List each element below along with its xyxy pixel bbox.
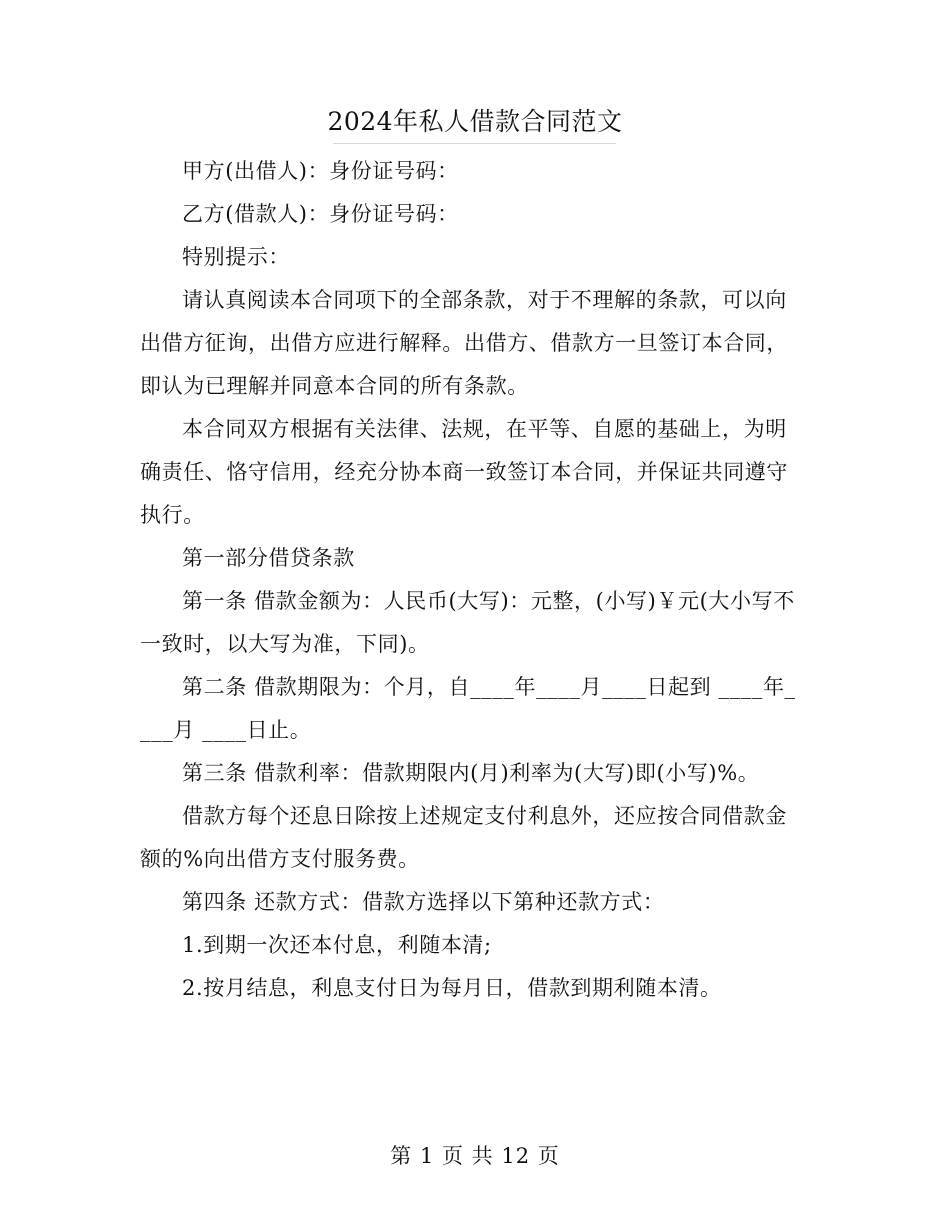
- section-heading: 第一部分借贷条款: [182, 546, 355, 570]
- article-2: 第二条 借款期限为：个月，自____年____月____日起到 ____年____月 ____日止。: [140, 675, 796, 742]
- page-footer: 第 1 页 共 12 页: [390, 1144, 560, 1168]
- party-b-line: 乙方(借款人)：身份证号码：: [182, 202, 459, 226]
- article-3: 第三条 借款利率：借款期限内(月)利率为(大写)即(小写)%。: [182, 761, 760, 785]
- title-underline: [333, 143, 616, 144]
- service-fee-paragraph: 借款方每个还息日除按上述规定支付利息外，还应按合同借款金额的%向出借方支付服务费。: [140, 804, 787, 871]
- agreement-paragraph: 本合同双方根据有关法律、法规，在平等、自愿的基础上，为明确责任、恪守信用，经充分协本商一致签订本合同，并保证共同遵守执行。: [140, 417, 788, 527]
- article-4: 第四条 还款方式：借款方选择以下第种还款方式：: [182, 890, 665, 914]
- repayment-option-2: 2.按月结息，利息支付日为每月日，借款到期利随本清。: [182, 976, 722, 1000]
- repayment-option-1: 1.到期一次还本付息，利随本清;: [182, 933, 492, 957]
- party-a-line: 甲方(出借人)：身份证号码：: [182, 159, 459, 183]
- document-body: [140, 150, 800, 1010]
- notice-paragraph: 请认真阅读本合同项下的全部条款，对于不理解的条款，可以向出借方征询，出借方应进行解释。出借方、借款方一旦签订本合同，即认为已理解并同意本合同的所有条款。: [140, 288, 788, 398]
- document-title: 2024年私人借款合同范文: [327, 107, 623, 136]
- article-1: 第一条 借款金额为：人民币(大写)：元整，(小写)￥元(大小写不一致时，以大写为准，下同)。: [140, 589, 795, 656]
- special-notice-heading: 特别提示：: [182, 245, 290, 269]
